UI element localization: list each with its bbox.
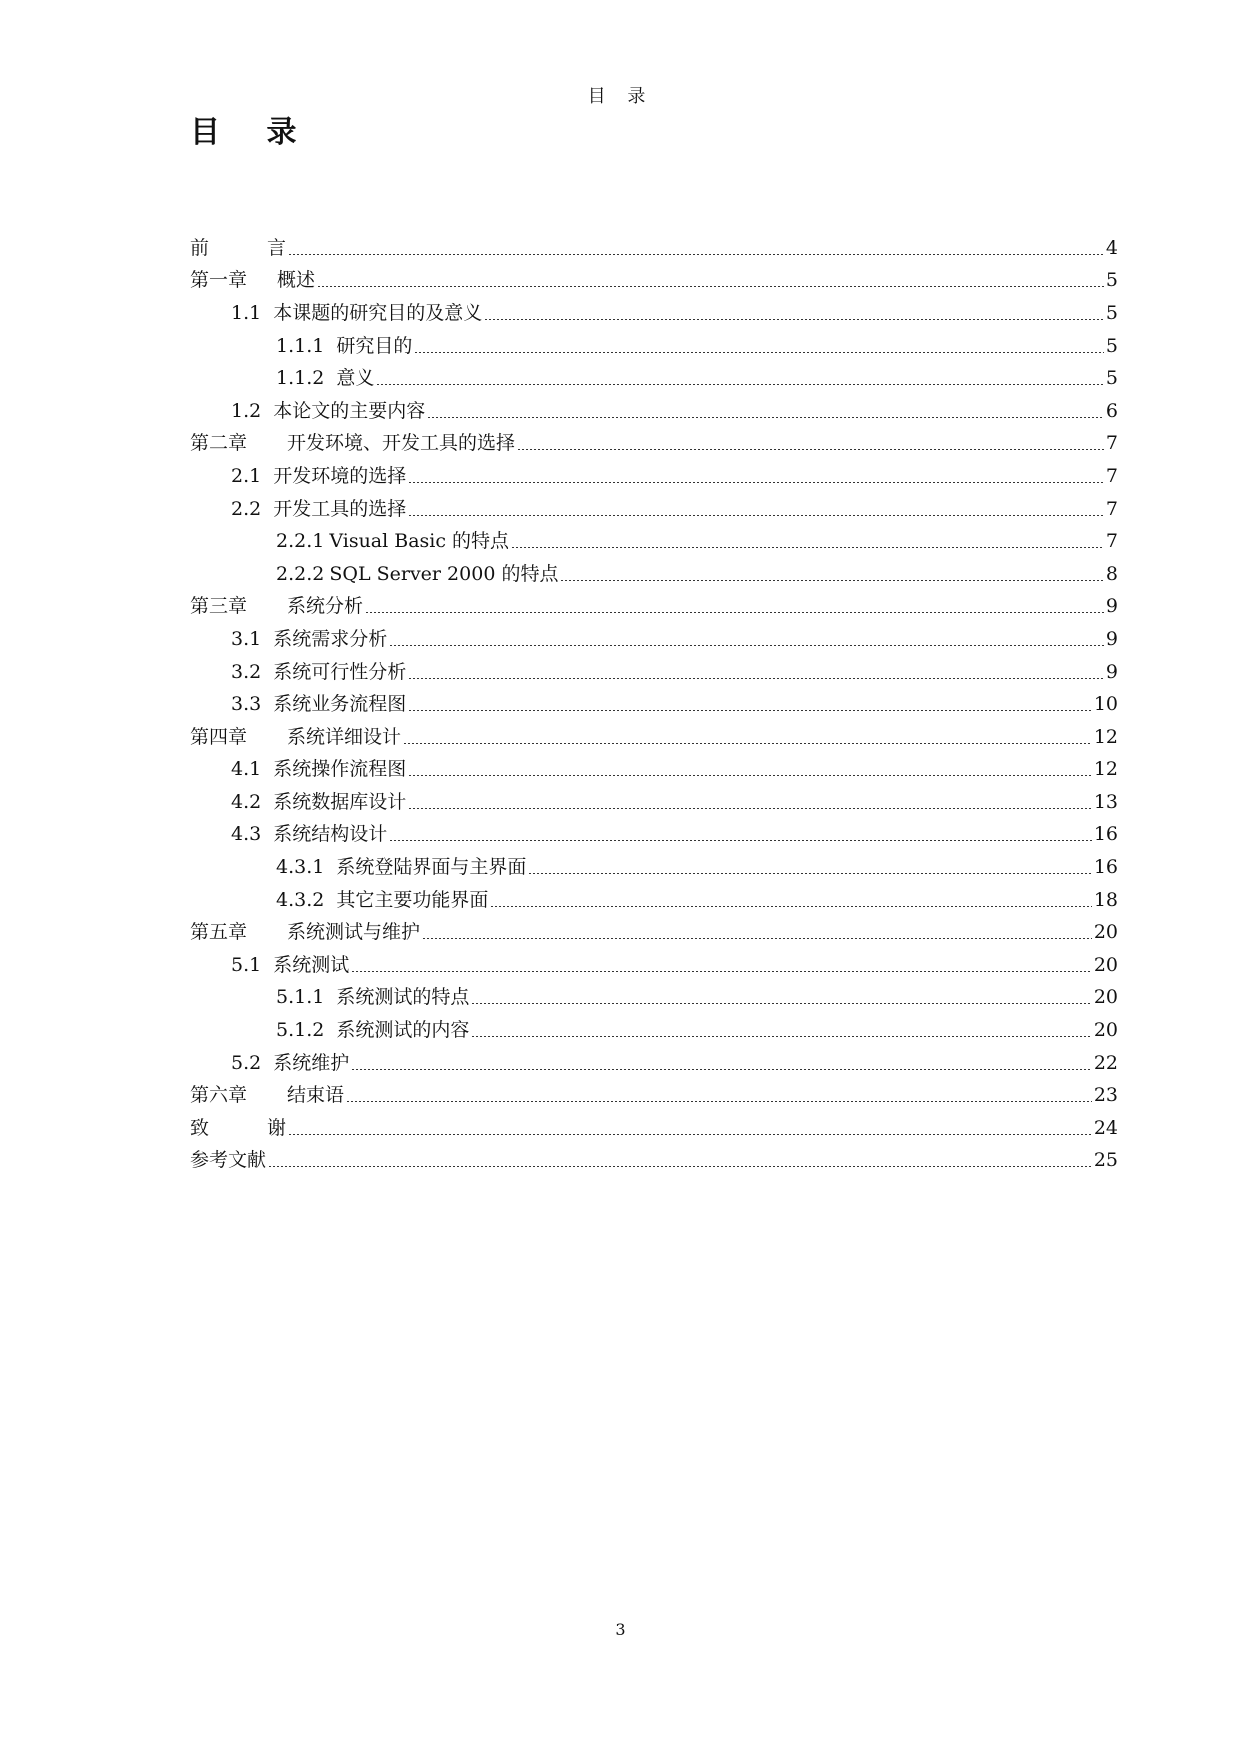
toc-entry-page: 16 <box>1093 823 1118 846</box>
toc-leader-dots <box>365 612 1104 613</box>
toc-entry-label: 本课题的研究目的及意义 <box>273 301 483 324</box>
toc-entry-number: 5.1.1 <box>276 986 325 1009</box>
toc-entry-number: 1.1.2 <box>276 367 325 390</box>
toc-entry <box>190 819 1118 852</box>
toc-leader-dots <box>427 417 1104 418</box>
toc-entry-number: 第四章 <box>190 725 248 748</box>
toc-entry-page: 13 <box>1093 790 1118 813</box>
toc-entry-label: SQL Server 2000 的特点 <box>329 562 559 585</box>
toc-entry-label: 系统数据库设计 <box>273 790 407 813</box>
toc-entry-page: 10 <box>1093 693 1118 716</box>
toc-entry <box>190 688 1118 721</box>
toc-entry-page: 7 <box>1105 497 1118 520</box>
toc-entry-number: 2.2 <box>231 497 262 520</box>
toc-entry <box>190 330 1118 363</box>
toc-entry-number: 1.2 <box>231 399 262 422</box>
toc-entry-label: Visual Basic 的特点 <box>329 530 510 553</box>
toc-entry-page: 20 <box>1093 953 1118 976</box>
toc-entry-number: 2.1 <box>231 464 262 487</box>
toc-entry <box>190 493 1118 526</box>
toc-entry-number: 第二章 <box>190 432 248 455</box>
toc-entry <box>190 1014 1118 1047</box>
toc-entry-page: 5 <box>1105 367 1118 390</box>
toc-entry-label: 系统测试与维护 <box>287 921 421 944</box>
toc-entry <box>190 851 1118 884</box>
toc-entry-number: 5.1.2 <box>276 1019 325 1042</box>
toc-entry-number: 1.1 <box>231 301 262 324</box>
toc-leader-dots <box>288 1134 1092 1135</box>
toc-entry <box>190 754 1118 787</box>
toc-entry <box>190 1047 1118 1080</box>
toc-entry-number: 第六章 <box>190 1084 248 1107</box>
toc-leader-dots <box>471 1003 1091 1004</box>
toc-leader-dots <box>408 775 1092 776</box>
toc-entry-label: 开发工具的选择 <box>273 497 407 520</box>
toc-entry <box>190 525 1118 558</box>
toc-entry-number: 4.1 <box>231 758 262 781</box>
toc-entry-page: 7 <box>1105 530 1118 553</box>
toc-leader-dots <box>351 971 1092 972</box>
toc-entry <box>190 558 1118 591</box>
toc-entry-label: 系统可行性分析 <box>273 660 407 683</box>
toc-entry-page: 7 <box>1105 432 1118 455</box>
toc-leader-dots <box>389 840 1092 841</box>
toc-entry <box>190 395 1118 428</box>
toc-entry <box>190 721 1118 754</box>
toc-leader-dots <box>288 254 1104 255</box>
toc-entry-label: 系统需求分析 <box>273 627 388 650</box>
toc-entry <box>190 591 1118 624</box>
toc-entry-page: 20 <box>1093 1019 1118 1042</box>
toc-leader-dots <box>414 352 1104 353</box>
toc-entry-page: 9 <box>1105 660 1118 683</box>
toc-entry <box>190 1079 1118 1112</box>
toc-entry-number: 4.2 <box>231 790 262 813</box>
toc-entry-page: 12 <box>1093 725 1118 748</box>
toc-entry-page: 18 <box>1093 888 1118 911</box>
toc-entry-label: 研究目的 <box>336 334 413 357</box>
toc-entry-number: 1.1.1 <box>276 334 325 357</box>
toc-entry-label: 其它主要功能界面 <box>336 888 489 911</box>
toc-leader-dots <box>517 449 1104 450</box>
toc-entry-label: 系统业务流程图 <box>273 693 407 716</box>
toc-entry-number: 3.1 <box>231 627 262 650</box>
toc-entry-number: 3.3 <box>231 693 262 716</box>
toc-entry-page: 12 <box>1093 758 1118 781</box>
toc-entry <box>190 982 1118 1015</box>
toc-leader-dots <box>408 808 1092 809</box>
toc-entry-page: 24 <box>1093 1116 1118 1139</box>
toc-leader-dots <box>351 1069 1092 1070</box>
toc-entry <box>190 232 1118 265</box>
toc-entry-page: 16 <box>1093 856 1118 879</box>
toc-leader-dots <box>376 384 1104 385</box>
toc-entry-number: 第五章 <box>190 921 248 944</box>
toc-entry-page: 9 <box>1105 627 1118 650</box>
toc-entry-label: 开发环境的选择 <box>273 464 407 487</box>
toc-entry-page: 4 <box>1105 236 1118 259</box>
toc-entry-label: 言 <box>267 236 287 259</box>
toc-entry-page: 6 <box>1105 399 1118 422</box>
toc-entry-label: 概述 <box>277 269 316 292</box>
toc-entry-page: 25 <box>1093 1149 1118 1172</box>
toc-leader-dots <box>408 482 1104 483</box>
toc-leader-dots <box>408 710 1092 711</box>
toc-leader-dots <box>317 286 1104 287</box>
toc-entry-number: 3.2 <box>231 660 262 683</box>
toc-leader-dots <box>389 645 1104 646</box>
toc-entry <box>190 1145 1118 1178</box>
toc-entry-number: 2.2.1 <box>276 530 325 553</box>
toc-entry-label: 谢 <box>267 1116 287 1139</box>
toc-leader-dots <box>484 319 1104 320</box>
toc-entry-label: 系统分析 <box>287 595 364 618</box>
toc-entry-label: 系统详细设计 <box>287 725 402 748</box>
toc-entry-page: 5 <box>1105 269 1118 292</box>
toc-entry-page: 9 <box>1105 595 1118 618</box>
toc-entry <box>190 460 1118 493</box>
toc-entry-page: 23 <box>1093 1084 1118 1107</box>
toc-entry-number: 致 <box>190 1116 210 1139</box>
toc-entry-page: 5 <box>1105 334 1118 357</box>
toc-entry-page: 5 <box>1105 301 1118 324</box>
toc-entry-number: 参考文献 <box>190 1149 267 1172</box>
toc-entry-label: 系统测试的内容 <box>336 1019 470 1042</box>
toc-entry-page: 20 <box>1093 986 1118 1009</box>
toc-entry-number: 4.3.1 <box>276 856 325 879</box>
toc-leader-dots <box>490 906 1091 907</box>
toc-entry <box>190 428 1118 461</box>
toc-entry <box>190 656 1118 689</box>
toc-entry <box>190 786 1118 819</box>
toc-entry-label: 意义 <box>336 367 375 390</box>
toc-leader-dots <box>403 743 1092 744</box>
toc-entry-number: 4.3 <box>231 823 262 846</box>
toc-entry <box>190 1112 1118 1145</box>
toc-entry-number: 2.2.2 <box>276 562 325 585</box>
toc-entry-label: 系统测试 <box>273 953 350 976</box>
toc-entry-label: 系统登陆界面与主界面 <box>336 856 527 879</box>
toc-leader-dots <box>346 1101 1092 1102</box>
toc-entry-number: 5.2 <box>231 1051 262 1074</box>
toc-entry-number: 前 <box>190 236 210 259</box>
toc-entry-page: 22 <box>1093 1051 1118 1074</box>
toc-entry-label: 系统结构设计 <box>273 823 388 846</box>
toc-entry <box>190 623 1118 656</box>
toc-entry-label: 开发环境、开发工具的选择 <box>287 432 516 455</box>
toc-leader-dots <box>471 1036 1091 1037</box>
toc-entry-label: 系统维护 <box>273 1051 350 1074</box>
toc-list <box>190 232 1118 1177</box>
toc-entry <box>190 949 1118 982</box>
toc-entry-page: 7 <box>1105 464 1118 487</box>
toc-entry-page: 20 <box>1093 921 1118 944</box>
toc-entry-page: 8 <box>1105 562 1118 585</box>
toc-entry-label: 结束语 <box>287 1084 345 1107</box>
toc-entry <box>190 916 1118 949</box>
toc-leader-dots <box>528 873 1091 874</box>
toc-entry <box>190 265 1118 298</box>
toc-leader-dots <box>511 547 1104 548</box>
toc-entry-label: 系统操作流程图 <box>273 758 407 781</box>
page-title: 目 录 <box>190 115 315 150</box>
toc-leader-dots <box>408 678 1104 679</box>
toc-entry <box>190 884 1118 917</box>
toc-entry-number: 4.3.2 <box>276 888 325 911</box>
toc-leader-dots <box>408 515 1104 516</box>
running-header: 目 录 <box>587 86 654 107</box>
toc-entry-label: 系统测试的特点 <box>336 986 470 1009</box>
toc-entry-number: 第三章 <box>190 595 248 618</box>
toc-leader-dots <box>268 1166 1092 1167</box>
toc-leader-dots <box>560 580 1103 581</box>
toc-entry-label: 本论文的主要内容 <box>273 399 426 422</box>
toc-entry-number: 第一章 <box>190 269 248 292</box>
toc-entry <box>190 362 1118 395</box>
page-number: 3 <box>615 1620 626 1639</box>
toc-entry-number: 5.1 <box>231 953 262 976</box>
toc-entry <box>190 297 1118 330</box>
toc-leader-dots <box>422 938 1092 939</box>
